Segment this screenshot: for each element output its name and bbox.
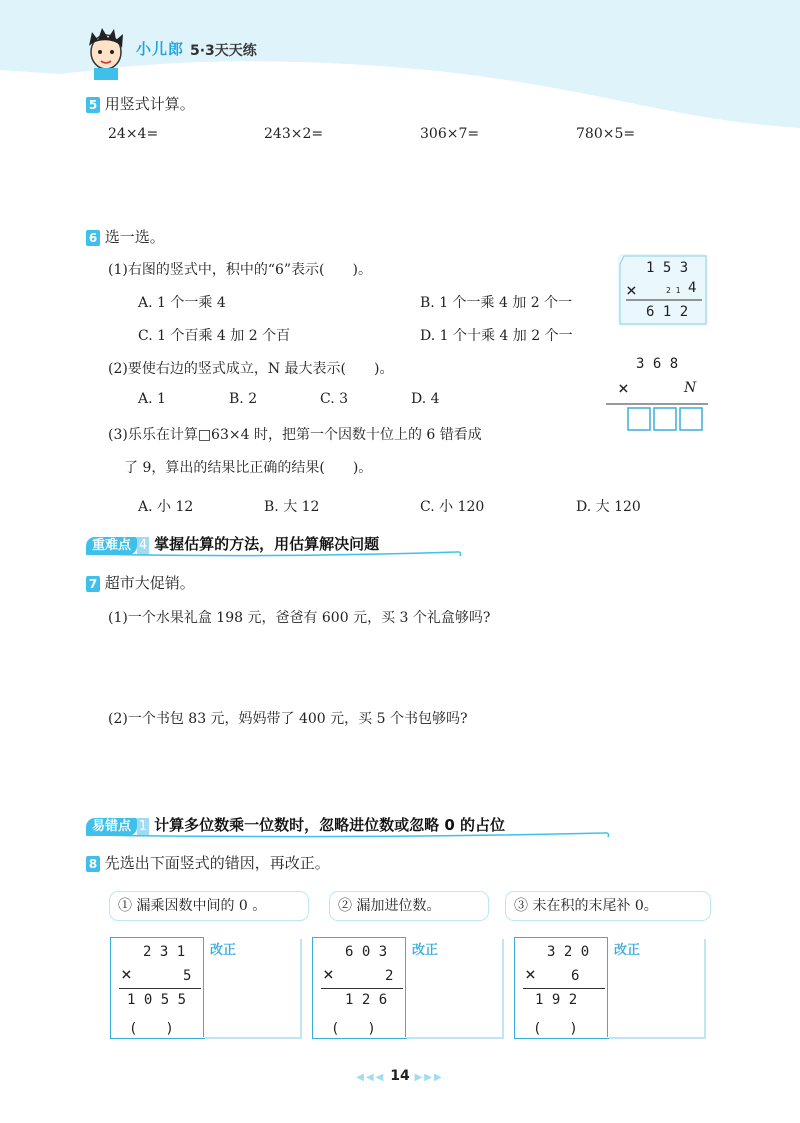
product: 1 9 2 <box>535 992 578 1008</box>
calc-item: 780×5= <box>576 126 636 142</box>
multiplicand: 3 6 8 <box>636 356 679 372</box>
question-6-heading <box>86 226 165 247</box>
question-title: 先选出下面竖式的错因，再改正。 <box>104 854 330 872</box>
calc-item: 243×2= <box>264 126 324 142</box>
option-c: C. 1 个百乘 4 加 2 个百 <box>138 328 291 344</box>
question-7-heading <box>86 572 195 593</box>
error-card-2 <box>312 937 502 1039</box>
multiplicand: 6 0 3 <box>345 944 388 960</box>
times-sign: × <box>618 378 629 399</box>
question-8-heading <box>86 852 330 873</box>
reason-paren: ( ) <box>533 1021 578 1037</box>
page-footer <box>340 1068 460 1084</box>
question-number: 7 <box>86 576 100 592</box>
carry-digits: 2 1 <box>666 286 681 295</box>
page-number: 14 <box>390 1068 410 1084</box>
option-a: A. 小 12 <box>138 499 194 515</box>
vertical-calc-figure-2 <box>606 356 710 436</box>
subquestion-stem-cont: 了 9，算出的结果比正确的结果( )。 <box>124 460 373 476</box>
calc-line <box>321 988 403 989</box>
subquestion-stem: (3)乐乐在计算□63×4 时，把第一个因数十位上的 6 错看成 <box>108 427 482 443</box>
question-title: 用竖式计算。 <box>104 95 195 113</box>
section-title: 计算多位数乘一位数时，忽略进位数或忽略 0 的占位 <box>154 816 505 834</box>
right-arrows-icon: ▶▶▶ <box>414 1072 444 1083</box>
fix-area[interactable] <box>203 937 300 1037</box>
multiplier-n: N <box>684 380 697 396</box>
option-a: A. 1 个一乘 4 <box>138 295 226 311</box>
option-c: C. 3 <box>320 391 349 407</box>
reason-paren: ( ) <box>331 1021 376 1037</box>
left-arrows-icon: ◀◀◀ <box>356 1072 386 1083</box>
section-tag: 重难点 <box>86 537 137 555</box>
subquestion-stem: (1)一个水果礼盒 198 元，爸爸有 600 元，买 3 个礼盒够吗? <box>108 610 491 626</box>
brand-title: 小儿郎 <box>136 40 185 58</box>
question-number: 8 <box>86 856 100 872</box>
calc-line <box>523 988 605 989</box>
option-c: C. 小 120 <box>420 499 485 515</box>
option-d: D. 4 <box>411 391 440 407</box>
calc-item: 24×4= <box>108 126 159 142</box>
fix-area[interactable] <box>607 937 704 1037</box>
banner-underline <box>86 548 466 558</box>
option-b: B. 2 <box>229 391 258 407</box>
error-card-1 <box>110 937 300 1039</box>
question-number: 5 <box>86 97 100 113</box>
option-d: D. 大 120 <box>576 499 641 515</box>
error-card-3 <box>514 937 704 1039</box>
multiplier: 6 <box>571 968 580 984</box>
multiplier: 4 <box>688 280 697 296</box>
fix-label: 改正 <box>210 943 237 958</box>
reason-option-3: ③ 未在积的末尾补 0。 <box>506 892 710 920</box>
section-number: 1 <box>138 819 148 834</box>
option-d: D. 1 个十乘 4 加 2 个一 <box>420 328 573 344</box>
banner-underline <box>86 829 616 839</box>
reason-option-2: ② 漏加进位数。 <box>330 892 488 920</box>
times-sign: × <box>626 280 637 301</box>
question-5-heading <box>86 93 195 114</box>
option-b: B. 大 12 <box>264 499 320 515</box>
section-title: 掌握估算的方法，用估算解决问题 <box>154 535 380 553</box>
calc-item: 306×7= <box>420 126 480 142</box>
times-sign: × <box>323 964 334 985</box>
times-sign: × <box>525 964 536 985</box>
fix-label: 改正 <box>614 943 641 958</box>
vertical-calc-figure <box>618 254 708 326</box>
section-tag: 易错点 <box>86 818 137 836</box>
multiplier: 2 <box>385 968 394 984</box>
section-number: 4 <box>138 538 148 553</box>
fix-label: 改正 <box>412 943 439 958</box>
subquestion-stem: (1)右图的竖式中，积中的“6”表示( )。 <box>108 262 372 278</box>
multiplicand: 2 3 1 <box>143 944 186 960</box>
product: 6 1 2 <box>646 304 689 320</box>
option-b: B. 1 个一乘 4 加 2 个一 <box>420 295 573 311</box>
answer-boxes <box>606 402 710 436</box>
multiplicand: 1 5 3 <box>646 260 689 276</box>
multiplicand: 3 2 0 <box>547 944 590 960</box>
question-title: 选一选。 <box>104 228 165 246</box>
fix-area[interactable] <box>405 937 502 1037</box>
series-title: 5·3天天练 <box>190 43 257 59</box>
reason-paren: ( ) <box>129 1021 174 1037</box>
subquestion-stem: (2)一个书包 83 元，妈妈带了 400 元，买 5 个书包够吗? <box>108 711 468 727</box>
multiplier: 5 <box>183 968 192 984</box>
option-a: A. 1 <box>138 391 166 407</box>
boy-mascot-icon <box>82 24 130 80</box>
subquestion-stem: (2)要使右边的竖式成立，N 最大表示( )。 <box>108 361 394 377</box>
product: 1 0 5 5 <box>127 992 187 1008</box>
product: 1 2 6 <box>345 992 388 1008</box>
question-title: 超市大促销。 <box>104 574 195 592</box>
question-number: 6 <box>86 230 100 246</box>
times-sign: × <box>121 964 132 985</box>
calc-line <box>119 988 201 989</box>
reason-option-1: ① 漏乘因数中间的 0 。 <box>110 892 308 920</box>
